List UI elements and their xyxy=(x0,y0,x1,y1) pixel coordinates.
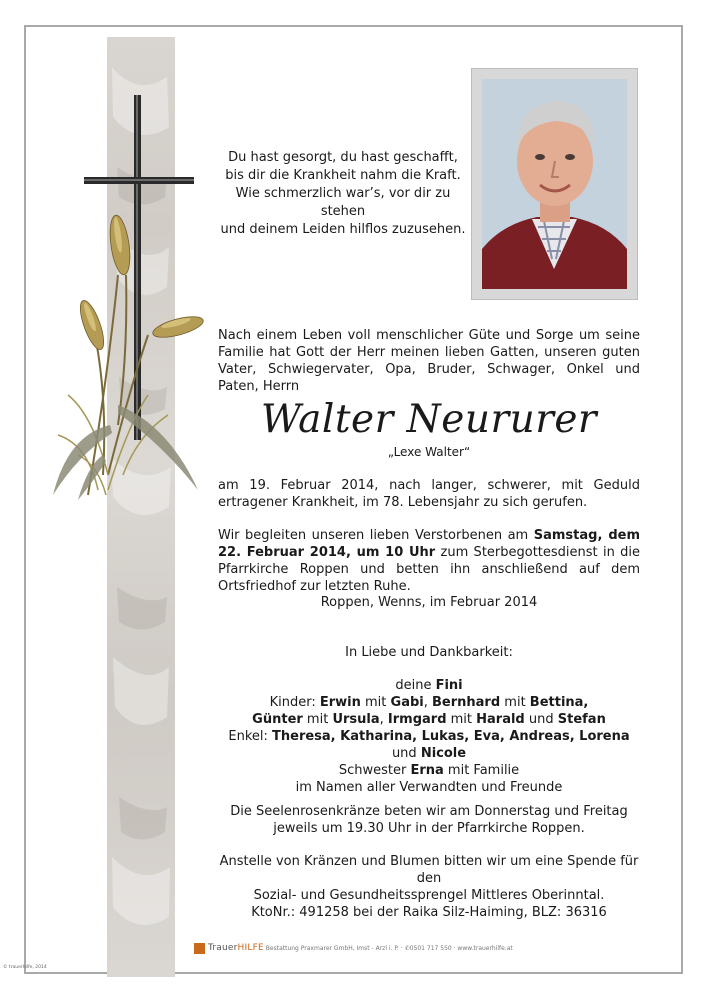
family-wife xyxy=(218,677,640,694)
family-list xyxy=(218,677,640,796)
label: Enkel: xyxy=(228,729,272,744)
connector: mit Familie xyxy=(443,763,520,778)
family-children-1 xyxy=(218,694,640,711)
poem-line: bis dir die Krankheit nahm die Kraft. xyxy=(225,168,461,183)
connector: , xyxy=(423,695,433,710)
child-name: Irmgard xyxy=(387,712,447,727)
family-relatives: im Namen aller Verwandten und Freunde xyxy=(295,780,563,795)
connector: mit xyxy=(360,695,391,710)
footer xyxy=(194,939,524,957)
label: deine xyxy=(395,678,436,693)
logo-part: Trauer xyxy=(208,943,238,953)
child-name: Günter xyxy=(252,712,303,727)
connector: mit xyxy=(302,712,333,727)
place-date: Roppen, Wenns, im Februar 2014 xyxy=(320,595,538,610)
family-sister xyxy=(218,762,640,779)
death-text: am 19. Februar 2014, nach langer, schwerer, mit Geduld ertragener Krankheit, im 78. Lebensjahr zu sich gerufen. xyxy=(218,478,640,510)
grandchild-name: Nicole xyxy=(420,746,467,761)
spouse-name: Gabi xyxy=(390,695,424,710)
trauerhilfe-logo-icon xyxy=(194,943,205,954)
donation-line: Sozial- und Gesundheitssprengel Mittleres Oberinntal. xyxy=(253,888,605,903)
rosary-text: Die Seelenrosenkränze beten wir am Donnerstag und Freitag jeweils um 19.30 Uhr in der Pfarrkirche Roppen. xyxy=(230,804,628,836)
funeral-text-after: zum Sterbegottesdienst in die Pfarrkirche Roppen und betten ihn anschließend auf dem Ortsfriedhof zur letzten Ruhe. xyxy=(218,545,641,594)
funeral-text-before: Wir begleiten unseren lieben Verstorbenen am xyxy=(218,528,534,543)
connector: mit xyxy=(446,712,477,727)
connector: und xyxy=(524,712,558,727)
connector: , xyxy=(379,712,388,727)
sister-name: Erna xyxy=(410,763,444,778)
poem xyxy=(218,149,468,239)
connector: und xyxy=(391,746,421,761)
funeral-text xyxy=(218,527,640,595)
donation-text xyxy=(218,853,640,921)
donation-line: KtoNr.: 491258 bei der Raika Silz-Haiming, BLZ: 36316 xyxy=(251,905,607,920)
child-name: Erwin xyxy=(319,695,361,710)
donation-line: Anstelle von Kränzen und Blumen bitten wir um eine Spende für den xyxy=(219,854,639,886)
gratitude-line: In Liebe und Dankbarkeit: xyxy=(345,645,513,660)
spouse-name: Bettina, xyxy=(529,695,589,710)
footer-info: Bestattung Praxmarer GmbH, Imst - Arzl i. P. · ✆0501 717 550 · www.trauerhilfe.at xyxy=(265,945,513,952)
intro-text: Nach einem Leben voll menschlicher Güte und Sorge um seine Familie hat Gott der Herr meinen lieben Gatten, unseren guten Vater, Schwiegervater, Opa, Bruder, Schwager, Onkel und Paten, Herrn xyxy=(218,328,640,394)
poem-line: Wie schmerzlich war’s, vor dir zu stehen xyxy=(235,186,451,219)
deceased-nickname: „Lexe Walter“ xyxy=(387,445,471,459)
label: Schwester xyxy=(338,763,411,778)
label: Kinder: xyxy=(269,695,320,710)
wife-name: Fini xyxy=(435,678,463,693)
grandchildren-names: Theresa, Katharina, Lukas, Eva, Andreas, Lorena xyxy=(272,729,630,744)
copyright: © trauerhilfe, 2014 xyxy=(3,965,47,970)
family-children-2 xyxy=(218,711,640,728)
portrait-frame xyxy=(471,68,638,300)
spouse-name: Harald xyxy=(476,712,525,727)
poem-line: und deinem Leiden hilflos zuzusehen. xyxy=(220,222,466,237)
child-name: Bernhard xyxy=(432,695,501,710)
logo-part: HILFE xyxy=(237,943,264,953)
deceased-name: Walter Neururer xyxy=(260,397,598,442)
connector: mit xyxy=(500,695,530,710)
family-grandchildren xyxy=(218,728,640,762)
spouse-name: Ursula xyxy=(332,712,380,727)
funeral-date: Samstag, dem 22. Februar 2014, um 10 Uhr xyxy=(218,528,640,560)
poem-line: Du hast gesorgt, du hast geschafft, xyxy=(228,150,458,165)
cross-with-wheat-icon xyxy=(48,95,218,505)
child-name: Stefan xyxy=(557,712,606,727)
portrait-photo xyxy=(482,79,627,289)
footer-logo xyxy=(208,943,264,953)
